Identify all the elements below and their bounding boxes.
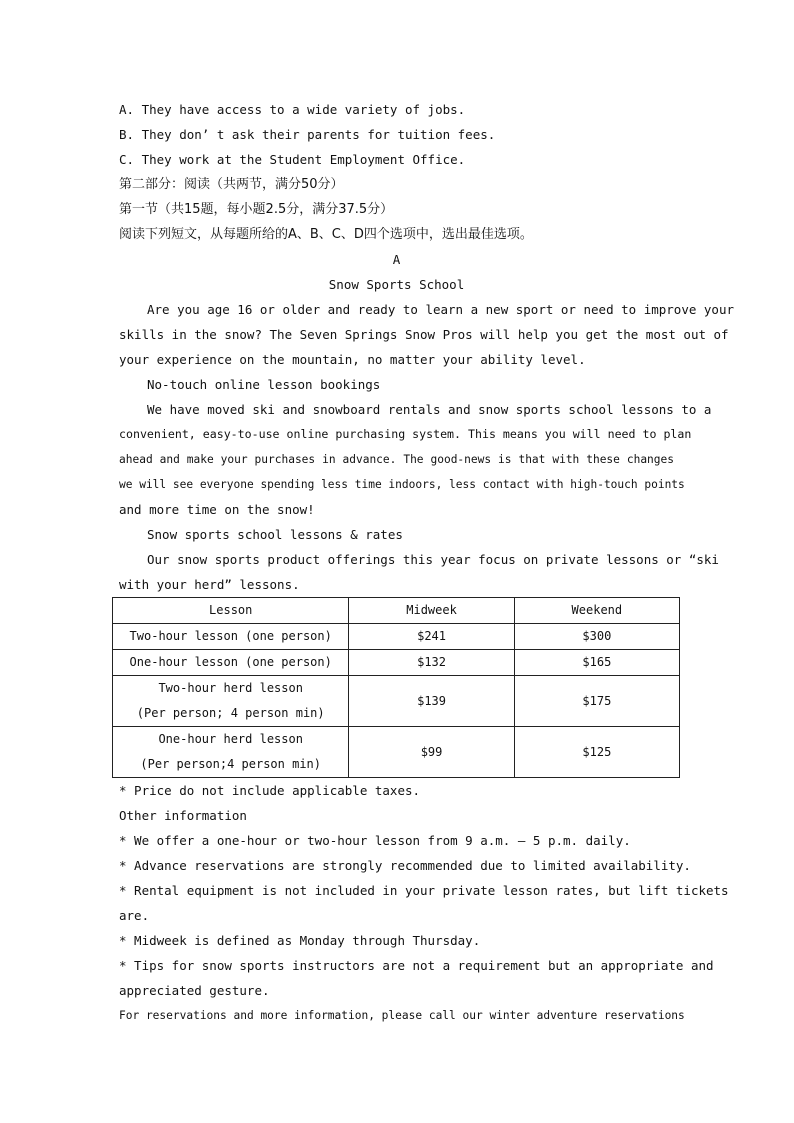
note-item: * We offer a one-hour or two-hour lesson from 9 a.m. — 5 p.m. daily. — [119, 833, 631, 848]
p2-line-5: and more time on the snow! — [119, 502, 315, 517]
cell-midweek: $139 — [349, 676, 514, 727]
cell-lesson — [113, 727, 349, 778]
p2-line-3: ahead and make your purchases in advance. The good-news is that with these changes — [119, 453, 674, 466]
other-info-heading: Other information — [119, 808, 247, 823]
passage-letter: A — [392, 252, 401, 267]
cell-lesson: Two-hour lesson (one person) — [113, 624, 349, 650]
cell-lesson-name: One-hour herd lesson — [158, 732, 303, 746]
table-row — [113, 676, 680, 727]
note-item: * Advance reservations are strongly recommended due to limited availability. — [119, 858, 691, 873]
cell-weekend: $175 — [514, 676, 679, 727]
note-item: * Tips for snow sports instructors are not a requirement but an appropriate and — [119, 958, 714, 973]
cell-midweek: $241 — [349, 624, 514, 650]
passage-title: Snow Sports School — [328, 277, 465, 292]
p2-line-2: convenient, easy-to-use online purchasing system. This means you will need to plan — [119, 427, 692, 441]
note-item: * Midweek is defined as Monday through Thursday. — [119, 933, 481, 948]
tax-note: * Price do not include applicable taxes. — [119, 783, 421, 798]
heading-online-bookings: No-touch online lesson bookings — [147, 377, 381, 392]
cell-weekend: $300 — [514, 624, 679, 650]
cell-lesson-name: Two-hour herd lesson — [158, 681, 303, 695]
rates-table — [112, 597, 680, 778]
note-item: are. — [119, 908, 150, 923]
part-title: 第二部分：阅读（共两节，满分50分） — [119, 177, 344, 192]
table-row — [113, 727, 680, 778]
option-a: A. They have access to a wide variety of jobs. — [119, 102, 466, 117]
p1-line-2: skills in the snow? The Seven Springs Snow Pros will help you get the most out of — [119, 327, 729, 342]
rates-table-wrapper — [112, 597, 680, 778]
cell-weekend: $165 — [514, 650, 679, 676]
header-lesson: Lesson — [113, 598, 349, 624]
cell-weekend: $125 — [514, 727, 679, 778]
note-item: appreciated gesture. — [119, 983, 270, 998]
table-row — [113, 650, 680, 676]
option-c: C. They work at the Student Employment Office. — [119, 152, 466, 167]
cell-lesson-note: (Per person; 4 person min) — [136, 706, 325, 720]
header-midweek: Midweek — [349, 598, 514, 624]
heading-lessons-rates: Snow sports school lessons & rates — [147, 527, 403, 542]
sub-title: 第一节（共15题，每小题2.5分，满分37.5分） — [119, 202, 394, 217]
cell-lesson-note: (Per person;4 person min) — [140, 757, 322, 771]
table-row — [113, 624, 680, 650]
p2-line-1: We have moved ski and snowboard rentals and snow sports school lessons to a — [147, 402, 712, 417]
cell-lesson — [113, 676, 349, 727]
p1-line-1: Are you age 16 or older and ready to learn a new sport or need to improve your — [147, 302, 734, 317]
instruction: 阅读下列短文，从每题所给的A、B、C、D四个选项中，选出最佳选项。 — [119, 227, 533, 242]
cell-midweek: $99 — [349, 727, 514, 778]
cell-lesson: One-hour lesson (one person) — [113, 650, 349, 676]
note-item: * Rental equipment is not included in your private lesson rates, but lift tickets — [119, 883, 729, 898]
option-b: B. They don’ t ask their parents for tuition fees. — [119, 127, 496, 142]
document-page — [119, 97, 734, 1028]
p3-line-2: with your herd” lessons. — [119, 577, 300, 592]
p2-line-4: we will see everyone spending less time indoors, less contact with high-touch points — [119, 478, 685, 491]
table-header-row — [113, 598, 680, 624]
p1-line-3: your experience on the mountain, no matter your ability level. — [119, 352, 586, 367]
final-line: For reservations and more information, please call our winter adventure reservations — [119, 1009, 685, 1022]
p3-line-1: Our snow sports product offerings this year focus on private lessons or “ski — [147, 552, 719, 567]
cell-midweek: $132 — [349, 650, 514, 676]
header-weekend: Weekend — [514, 598, 679, 624]
